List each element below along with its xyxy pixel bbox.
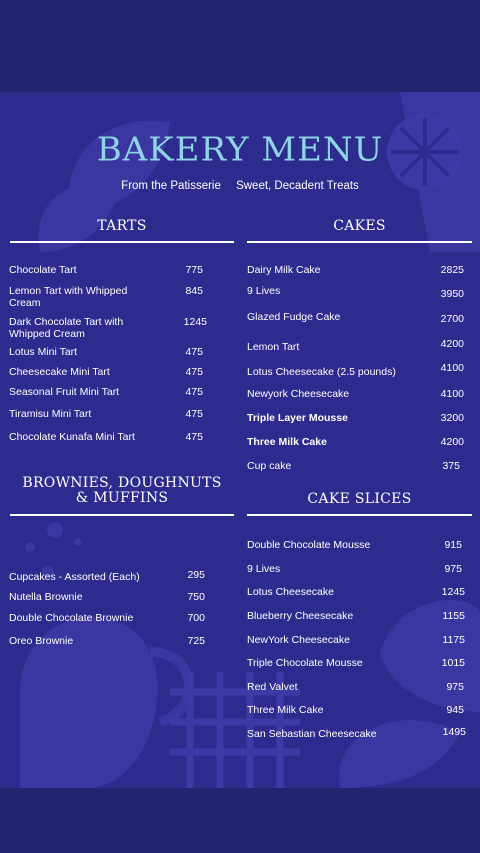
leaf-illustration-right: [339, 600, 480, 788]
brownies-divider: [10, 514, 234, 516]
menu-item: 9 Lives: [247, 563, 281, 575]
menu-item: Three Milk Cake: [247, 704, 324, 716]
cake-slices-section-title: CAKE SLICES: [307, 491, 412, 507]
menu-item: Lemon Tart: [247, 341, 300, 353]
menu-item: Lotus Cheesecake (2.5 pounds): [247, 366, 396, 378]
menu-price: 295: [187, 569, 205, 581]
menu-item: Lotus Cheesecake: [247, 586, 334, 598]
menu-item: Cup cake: [247, 460, 292, 472]
menu-title: BAKERY MENU: [96, 131, 384, 169]
menu-item: NewYork Cheesecake: [247, 634, 350, 646]
cakes-section-title: CAKES: [333, 218, 386, 234]
menu-price: 475: [185, 346, 203, 358]
menu-item: Cupcakes - Assorted (Each): [9, 571, 140, 583]
menu-price: 975: [444, 563, 462, 575]
menu-price: 2825: [440, 264, 464, 276]
menu-item: Red Valvet: [247, 681, 298, 693]
menu-price: 4100: [440, 362, 464, 374]
small-dot-shapes: [25, 522, 82, 578]
menu-item: Oreo Brownie: [9, 635, 74, 647]
menu-price: 700: [187, 612, 205, 624]
menu-item: 9 Lives: [247, 285, 281, 297]
menu-price: 2700: [440, 313, 464, 325]
menu-item: Newyork Cheesecake: [247, 388, 350, 400]
menu-price: 4200: [440, 338, 464, 350]
bottom-band: [0, 788, 480, 853]
menu-price: 945: [446, 704, 464, 716]
menu-subtitle: [0, 180, 480, 192]
menu-price: 4200: [440, 436, 464, 448]
menu-item: Nutella Brownie: [9, 591, 83, 603]
menu-price: 915: [444, 539, 462, 551]
menu-item: Lotus Mini Tart: [9, 346, 78, 358]
cake-slices-divider: [247, 514, 472, 516]
menu-item: Dark Chocolate Tart with Whipped Cream: [9, 316, 124, 340]
menu-item: Blueberry Cheesecake: [247, 610, 354, 622]
brownies-title-line2: & MUFFINS: [75, 490, 169, 506]
tarts-section-title: TARTS: [97, 218, 147, 234]
menu-price: 975: [446, 681, 464, 693]
menu-price: 475: [185, 408, 203, 420]
menu-price: 375: [442, 460, 460, 472]
menu-price: 3200: [440, 412, 464, 424]
menu-item: Triple Layer Mousse: [247, 412, 348, 424]
tarts-divider: [10, 241, 234, 243]
menu-item: Three Milk Cake: [247, 436, 327, 448]
menu-price: 1245: [441, 586, 465, 598]
menu-price: 3950: [440, 288, 464, 300]
menu-item: San Sebastian Cheesecake: [247, 728, 377, 740]
menu-item: Seasonal Fruit Mini Tart: [9, 386, 120, 398]
menu-price: 475: [185, 386, 203, 398]
menu-price: 775: [185, 264, 203, 276]
top-band: [0, 0, 480, 92]
subtitle-left: From the Patisserie: [121, 180, 221, 192]
menu-price: 725: [187, 635, 205, 647]
menu-item: Lemon Tart with Whipped Cream: [9, 285, 128, 309]
menu-item: Chocolate Tart: [9, 264, 77, 276]
menu-item: Cheesecake Mini Tart: [9, 366, 110, 378]
menu-price: 845: [185, 285, 203, 297]
menu-price: 1175: [442, 634, 465, 646]
menu-price: 1245: [183, 316, 207, 328]
brownies-section-title: [10, 476, 234, 506]
menu-item: Dairy Milk Cake: [247, 264, 321, 276]
menu-price: 1015: [441, 657, 465, 669]
menu-item: Double Chocolate Mousse: [247, 539, 371, 551]
menu-price: 475: [185, 366, 203, 378]
menu-price: 750: [187, 591, 205, 603]
menu-item: Triple Chocolate Mousse: [247, 657, 363, 669]
cakes-divider: [247, 241, 472, 243]
menu-item: Glazed Fudge Cake: [247, 311, 341, 323]
menu-item: Chocolate Kunafa Mini Tart: [9, 431, 135, 443]
menu-item: Tiramisu Mini Tart: [9, 408, 92, 420]
menu-price: 1495: [442, 726, 466, 738]
menu-price: 4100: [440, 388, 464, 400]
subtitle-right: Sweet, Decadent Treats: [236, 180, 359, 192]
menu-price: 475: [185, 431, 203, 443]
menu-price: 1155: [442, 610, 465, 622]
menu-item: Double Chocolate Brownie: [9, 612, 134, 624]
brownies-title-line1: BROWNIES, DOUGHNUTS: [22, 475, 222, 491]
